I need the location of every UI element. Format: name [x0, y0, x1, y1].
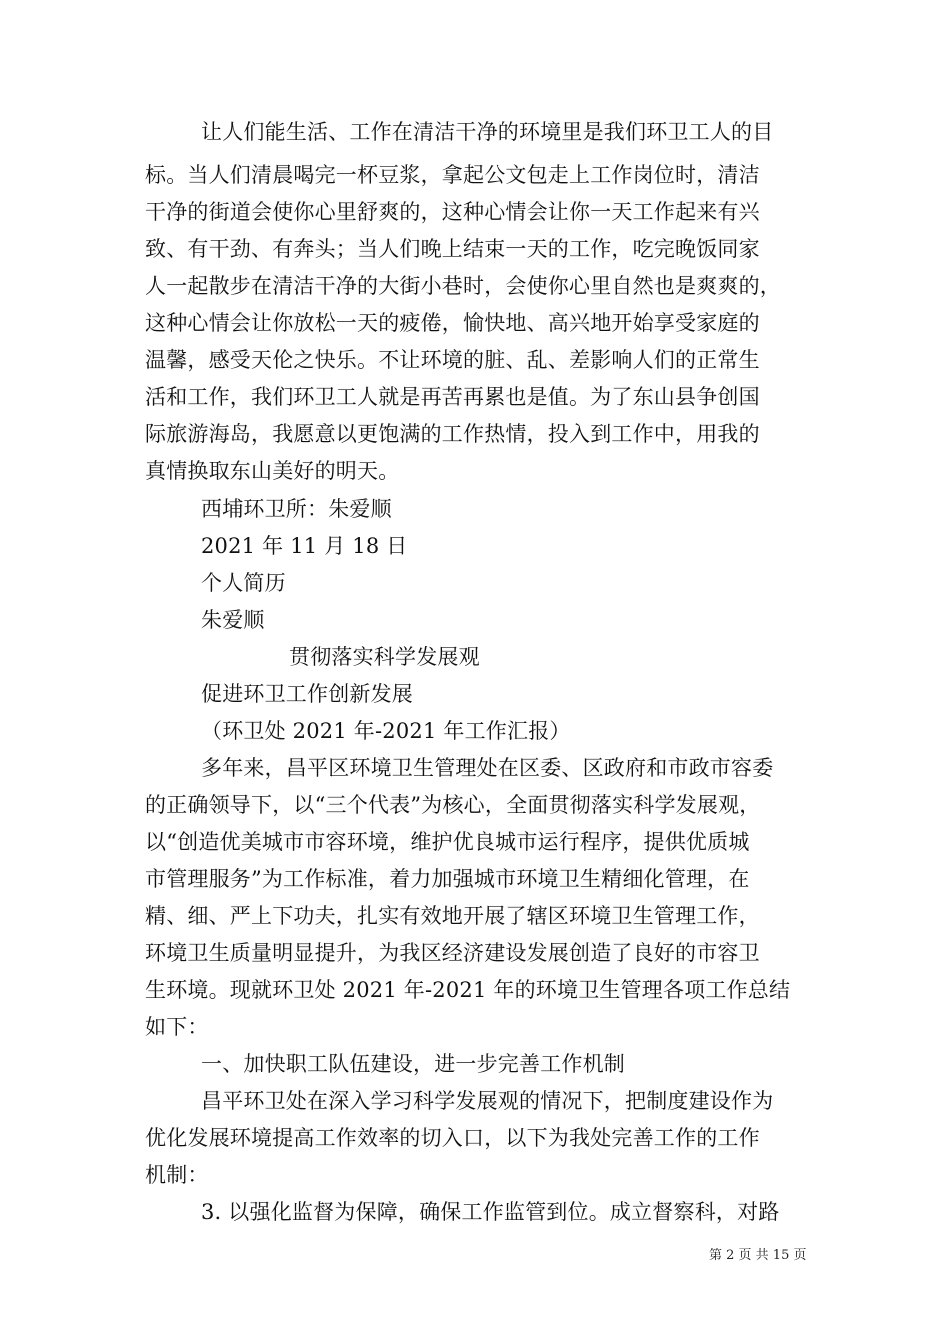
- paragraph-line: 标。当人们清晨喝完一杯豆浆，拿起公文包走上工作岗位时，清洁: [145, 163, 760, 187]
- report-caption: （环卫处 2021 年-2021 年工作汇报）: [201, 719, 571, 743]
- paragraph-line: 的正确领导下，以“三个代表”为核心，全面贯彻落实科学发展观，: [145, 793, 761, 817]
- paragraph-line: 如下：: [145, 1015, 209, 1039]
- paragraph-line: 活和工作，我们环卫工人就是再苦再累也是值。为了东山县争创国: [145, 385, 760, 409]
- paragraph-line: 优化发展环境提高工作效率的切入口，以下为我处完善工作的工作: [145, 1126, 760, 1150]
- paragraph-line: 际旅游海岛，我愿意以更饱满的工作热情，投入到工作中，用我的: [145, 422, 760, 446]
- report-subtitle: 促进环卫工作创新发展: [201, 682, 413, 706]
- signature-line: 西埔环卫所：朱爱顺: [201, 497, 392, 521]
- paragraph-line: 温馨，感受天伦之快乐。不让环境的脏、乱、差影响人们的正常生: [145, 348, 760, 372]
- paragraph-line: 生环境。现就环卫处 2021 年-2021 年的环境卫生管理各项工作总结: [145, 978, 791, 1002]
- paragraph-line: 市管理服务”为工作标准，着力加强城市环境卫生精细化管理，在: [145, 867, 750, 891]
- paragraph-line: 多年来，昌平区环境卫生管理处在区委、区政府和市政市容委: [201, 756, 774, 780]
- paragraph-line: 3. 以强化监督为保障，确保工作监管到位。成立督察科，对路: [201, 1200, 780, 1224]
- paragraph-line: 让人们能生活、工作在清洁干净的环境里是我们环卫工人的目: [201, 120, 774, 144]
- date-line: 2021 年 11 月 18 日: [201, 534, 408, 558]
- paragraph-line: 以“创造优美城市市容环境，维护优良城市运行程序，提供优质城: [145, 830, 750, 854]
- paragraph-line: 真情换取东山美好的明天。: [145, 459, 400, 483]
- paragraph-line: 这种心情会让你放松一天的疲倦，愉快地、高兴地开始享受家庭的: [145, 311, 760, 335]
- paragraph-line: 昌平环卫处在深入学习科学发展观的情况下，把制度建设作为: [201, 1089, 774, 1113]
- paragraph-line: 环境卫生质量明显提升，为我区经济建设发展创造了良好的市容卫: [145, 941, 760, 965]
- paragraph-line: 人一起散步在清洁干净的大街小巷时，会使你心里自然也是爽爽的，: [145, 274, 781, 298]
- paragraph-line: 精、细、严上下功夫，扎实有效地开展了辖区环境卫生管理工作，: [145, 904, 760, 928]
- page-number-footer: 第 2 页 共 15 页: [709, 1248, 807, 1263]
- section-heading: 一、加快职工队伍建设，进一步完善工作机制: [201, 1052, 625, 1076]
- section-heading: 个人简历: [201, 571, 286, 595]
- paragraph-line: 致、有干劲、有奔头；当人们晚上结束一天的工作，吃完晚饭同家: [145, 237, 760, 261]
- paragraph-line: 机制：: [145, 1163, 209, 1187]
- name-line: 朱爱顺: [201, 608, 265, 632]
- paragraph-line: 干净的街道会使你心里舒爽的，这种心情会让你一天工作起来有兴: [145, 200, 760, 224]
- report-title: 贯彻落实科学发展观: [289, 645, 480, 669]
